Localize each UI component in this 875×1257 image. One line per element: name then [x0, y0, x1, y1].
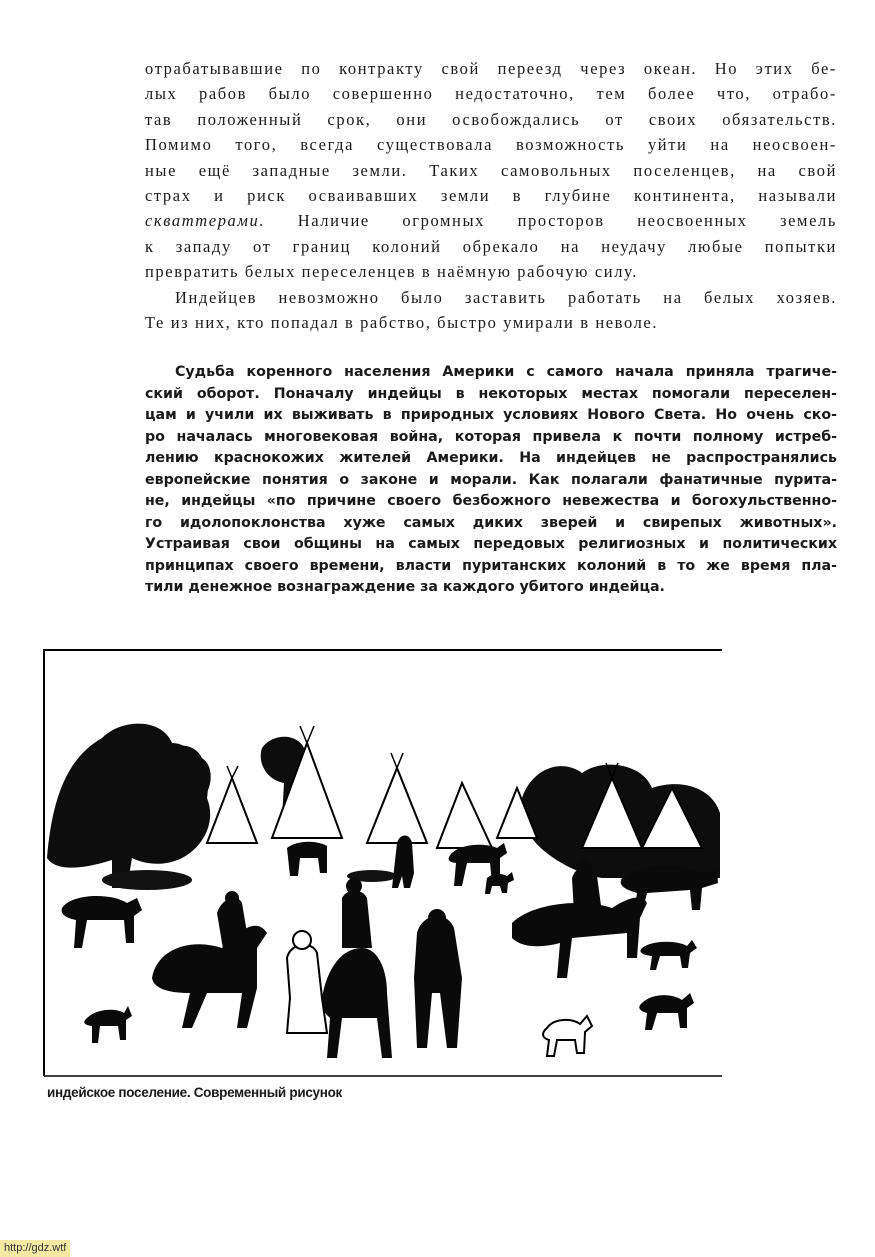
- text-line: ные ещё западные земли. Таких самовольных поселенцев, на свой: [145, 160, 837, 180]
- bold-line: не, индейцы «по причине своего безбожного невежества и богохульственно-: [145, 493, 837, 509]
- figure-caption: индейское поселение. Современный рисунок: [47, 1085, 343, 1100]
- text-line: тав положенный срок, они освобождались от своих обязательств.: [145, 109, 837, 129]
- bold-line: Судьба коренного населения Америки с самого начала приняла трагиче-: [175, 364, 837, 380]
- watermark-link[interactable]: http://gdz.wtf: [0, 1240, 70, 1257]
- bold-line: европейские понятия о законе и морали. Как полагали фанатичные пурита-: [145, 471, 837, 488]
- bold-line: ро началась многовековая война, которая привела к почти полному истреб-: [145, 428, 837, 445]
- paragraph-2: [145, 285, 837, 336]
- text-line: отрабатывавшие по контракту свой переезд через океан. Но этих бе-: [145, 59, 837, 78]
- bold-line: ский оборот. Поначалу индейцы в некоторых местах помогали переселен-: [145, 385, 837, 402]
- bold-line: го идолопоклонства хуже самых диких зверей и свирепых животных».: [145, 514, 837, 531]
- text-line: к западу от границ колоний обрекало на неудачу любые попытки: [145, 236, 837, 256]
- text-line: превратить белых переселенцев в наёмную рабочую силу.: [145, 262, 638, 282]
- paragraph-1: [145, 56, 837, 285]
- bold-line: лению краснокожих жителей Америки. На индейцев не распространялись: [145, 450, 837, 466]
- text-line: Те из них, кто попадал в рабство, быстро умирали в неволе.: [145, 313, 659, 333]
- text-fragment: Наличие огромных просторов неосвоенных земель: [265, 211, 837, 231]
- highlight-paragraph: [145, 362, 837, 599]
- bold-line: тили денежное вознаграждение за каждого убитого индейца.: [145, 579, 665, 595]
- bold-line: принципах своего времени, власти пуританских колоний в то же время пла-: [145, 557, 837, 574]
- text-line: страх и риск осваивавших земли в глубине континента, называли: [145, 186, 837, 206]
- bold-line: Устраивая свои общины на самых передовых религиозных и политических: [145, 536, 837, 552]
- italic-term: скваттерами.: [145, 211, 266, 231]
- indian-settlement-illustration: [42, 648, 722, 1078]
- bold-line: цам и учили их выживать в природных условиях Нового Света. Но очень ско-: [145, 407, 837, 423]
- text-line: Помимо того, всегда существовала возможность уйти на неосвоен-: [145, 135, 837, 155]
- text-line: лых рабов было совершенно недостаточно, тем более что, отрабо-: [145, 84, 837, 104]
- text-line: Индейцев невозможно было заставить работать на белых хозяев.: [175, 287, 837, 307]
- main-text: [145, 56, 837, 335]
- text-line: [145, 208, 837, 233]
